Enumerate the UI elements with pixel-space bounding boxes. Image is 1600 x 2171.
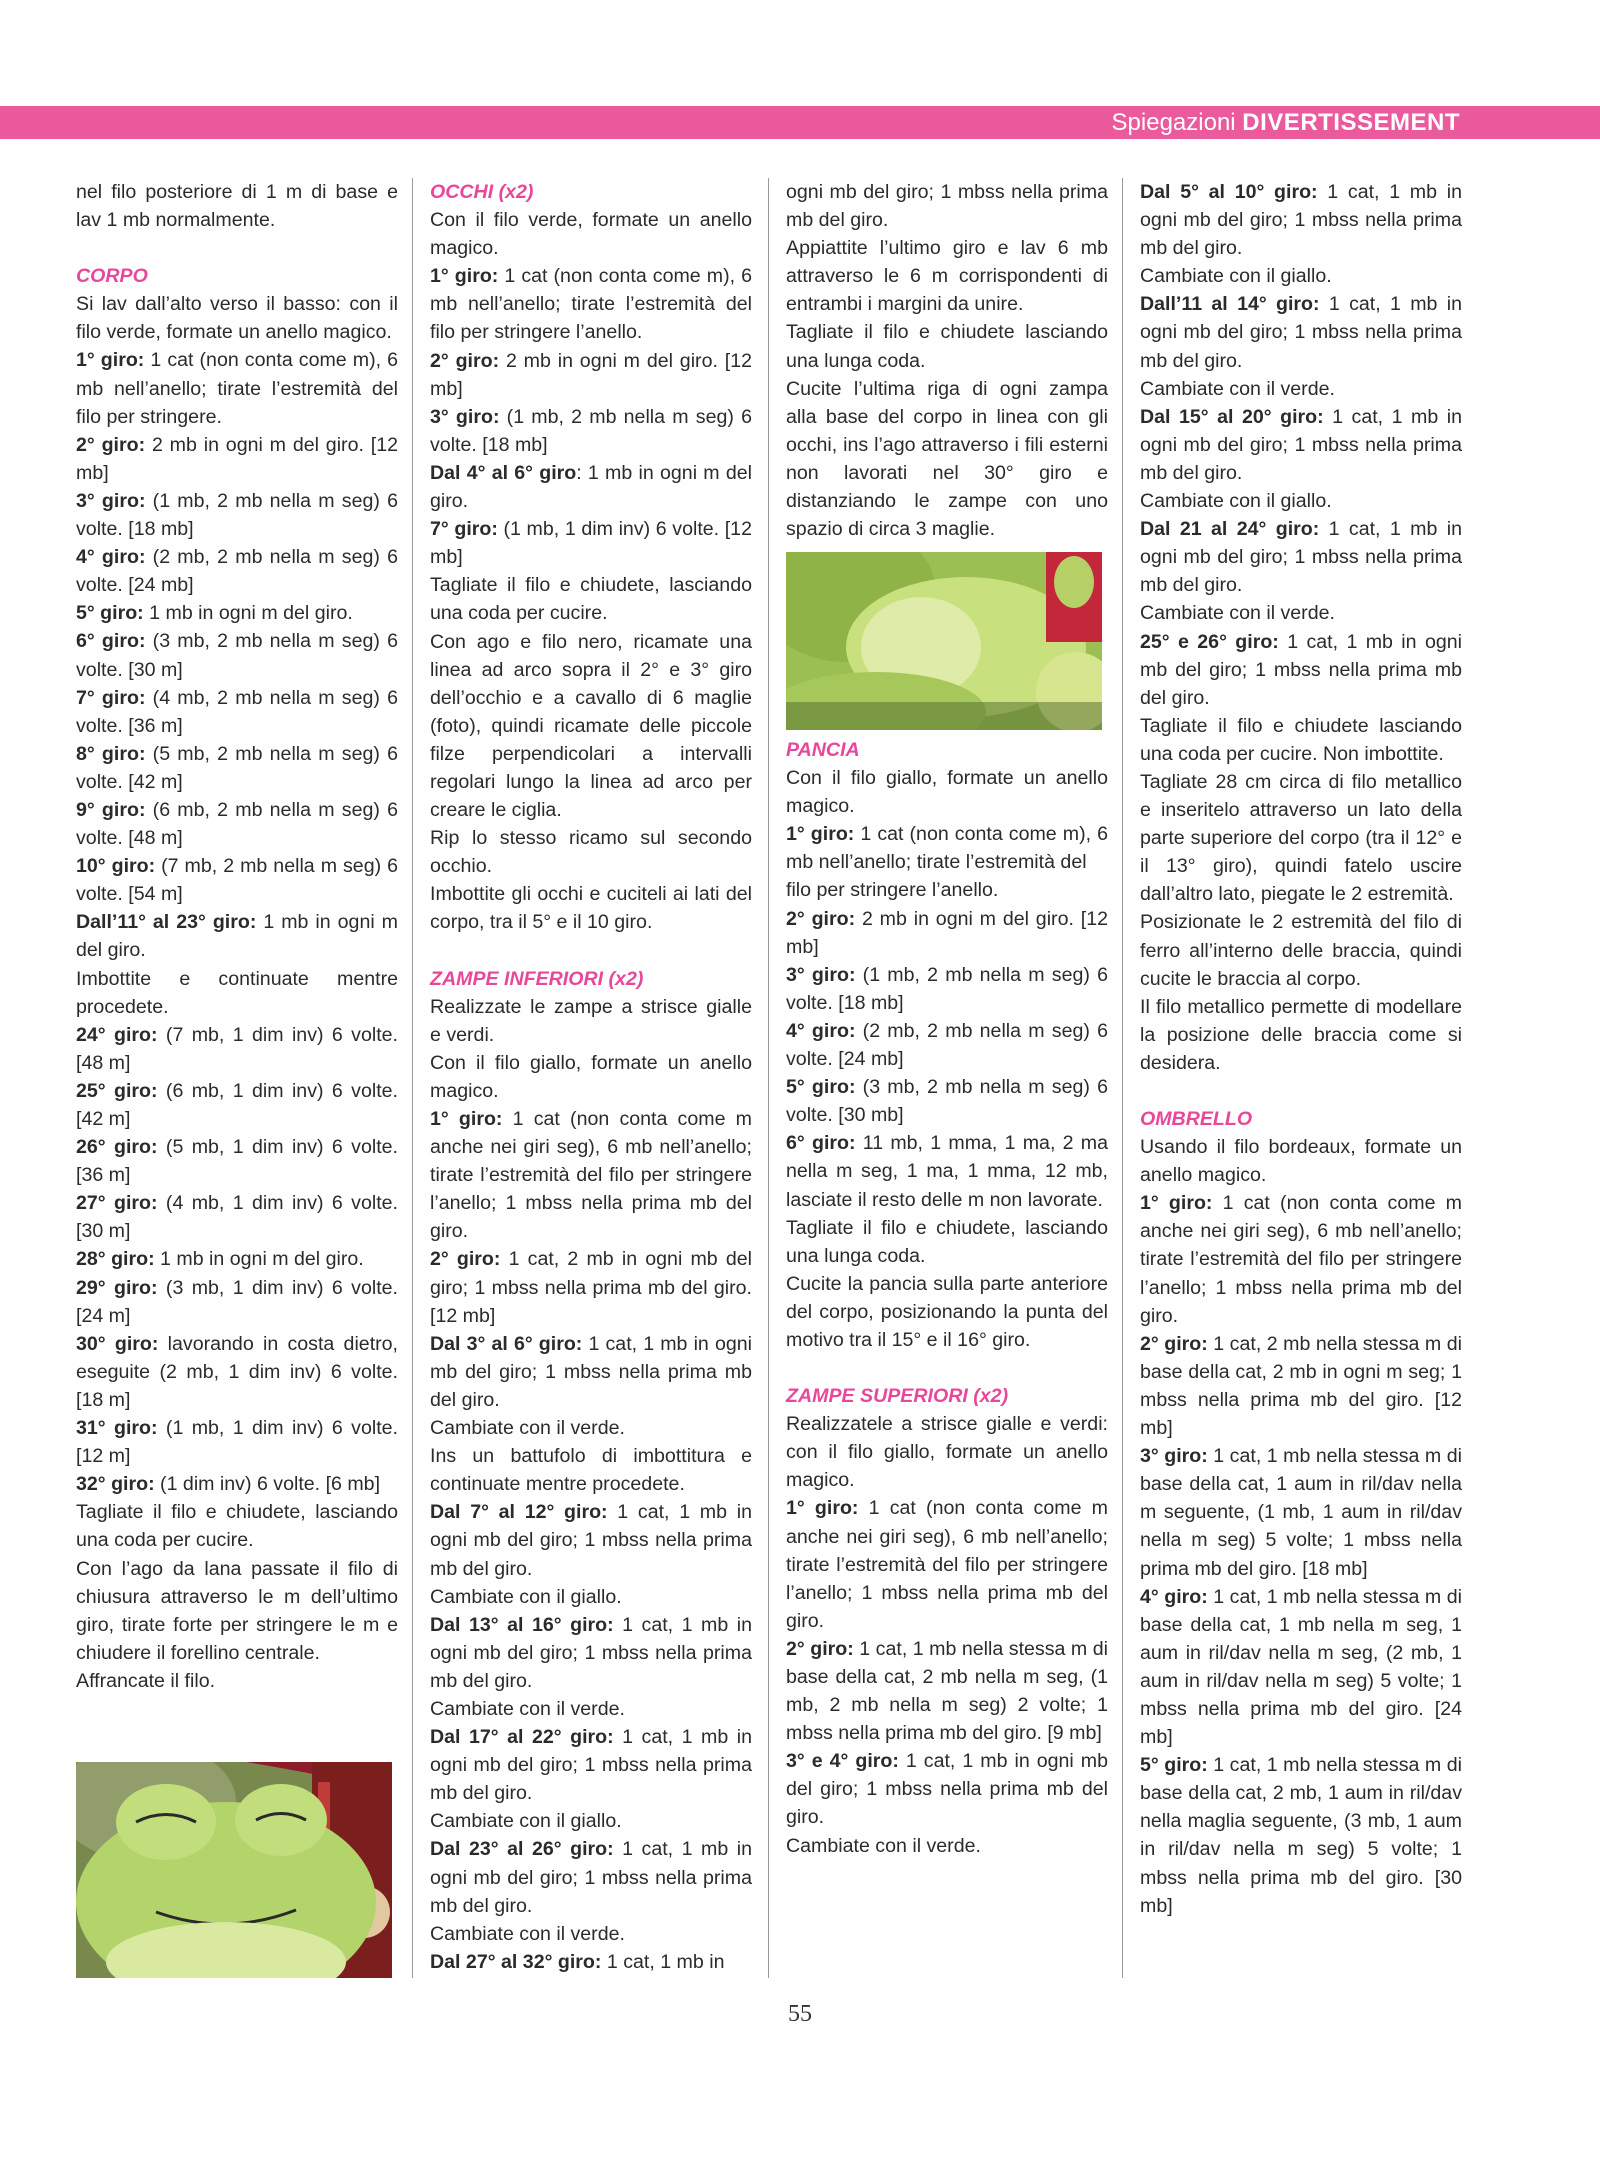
round-label: 26° giro: xyxy=(76,1136,158,1159)
instruction-text: 1 cat, 1 mb in ogni mb del giro; 1 mbss nella prima mb del giro. xyxy=(430,1332,752,1411)
instruction-text: (1 mb, 2 mb nella m seg) 6 volte. [18 mb] xyxy=(76,489,398,541)
instruction-text: 1 cat, 1 mb in ogni mb del giro; 1 mbss nella prima mb del giro. xyxy=(786,1750,1108,1829)
instruction-text: Tagliate 28 cm circa di filo metallico e inseritelo attraverso un lato della parte superiore del corpo (tra il 12° e il 13° giro), quindi fatelo uscire dall’altro lato, piegate le 2 estremità. xyxy=(1140,770,1462,906)
instruction-paragraph xyxy=(430,1948,752,1976)
header-title xyxy=(1112,108,1460,138)
paragraph-spacer xyxy=(76,234,398,262)
instruction-paragraph xyxy=(1140,290,1462,374)
instruction-text: lavorando in costa dietro, eseguite (2 mb, 1 dim inv) 6 volte. [18 m] xyxy=(76,1332,399,1411)
instruction-text: 1 mb in ogni m del giro. xyxy=(154,1248,364,1271)
instruction-text: (1 mb, 2 mb nella m seg) 6 volte. [18 mb] xyxy=(786,963,1108,1014)
instruction-paragraph xyxy=(430,1583,752,1611)
instruction-paragraph xyxy=(1140,908,1462,992)
instruction-paragraph xyxy=(786,1214,1108,1270)
instruction-text: (6 mb, 1 dim inv) 6 volte. [42 m] xyxy=(76,1079,399,1130)
instruction-text: Cucite l’ultima riga di ogni zampa alla base del corpo in linea con gli occhi, ins l’ago attraverso i fili esterni non lavorati nel 30° giro e distanziando le zampe con uno spazio di circa 3 maglie. xyxy=(786,377,1108,541)
round-label: 25° e 26° giro: xyxy=(1140,630,1279,653)
instruction-text: (3 mb, 1 dim inv) 6 volte. [24 m] xyxy=(76,1276,399,1327)
round-label: Dal 15° al 20° giro: xyxy=(1140,405,1324,428)
round-label: 10° giro: xyxy=(76,855,156,878)
section-heading: OCCHI (x2) xyxy=(430,181,534,203)
round-label: Dal 4° al 6° giro xyxy=(430,461,577,484)
instruction-text: nel filo posteriore di 1 m di base e lav 1 mb normalmente. xyxy=(76,181,398,232)
photo-frog-legs xyxy=(786,552,1102,730)
instruction-text: 11 mb, 1 mma, 1 ma, 2 ma nella m seg, 1 ma, 1 mma, 12 mb, lasciate il resto delle m non lavorate. xyxy=(786,1132,1108,1211)
instruction-paragraph xyxy=(76,431,398,487)
instruction-text: (3 mb, 2 mb nella m seg) 6 volte. [30 m] xyxy=(76,630,398,681)
instruction-text: Realizzate le zampe a strisce gialle e verdi. xyxy=(430,995,752,1046)
instruction-paragraph xyxy=(430,1723,752,1807)
column-divider xyxy=(412,178,413,1978)
instruction-paragraph xyxy=(1140,375,1462,403)
paragraph-spacer xyxy=(430,937,752,965)
instruction-text: Rip lo stesso ricamo sul secondo occhio. xyxy=(430,827,752,878)
instruction-paragraph xyxy=(430,1835,752,1919)
round-label: 32° giro: xyxy=(76,1473,155,1496)
round-label: 3° e 4° giro: xyxy=(786,1750,899,1773)
instruction-paragraph xyxy=(786,1832,1108,1860)
instruction-paragraph xyxy=(1140,487,1462,515)
round-label: Dal 13° al 16° giro: xyxy=(430,1613,614,1636)
instruction-text: (1 mb, 1 dim inv) 6 volte. [12 mb] xyxy=(430,518,752,569)
instruction-text: 1 cat, 1 mb nella stessa m di base della cat, 2 mb nella m seg, (1 mb, 2 mb nella m seg) 2 volte; 1 mbss nella prima mb del giro. [9 mb] xyxy=(786,1637,1108,1745)
instruction-text: 1 cat, 2 mb in ogni mb del giro; 1 mbss nella prima mb del giro. [12 mb] xyxy=(430,1248,752,1327)
instruction-text: 1 cat (non conta come m anche nei giri seg), 6 mb nell’anello; tirate l’estremità del filo per stringere l’anello; 1 mbss nella prima mb del giro. xyxy=(1140,1192,1462,1327)
instruction-text: 1 cat, 1 mb in ogni mb del giro; 1 mbss nella prima mb del giro. xyxy=(1140,405,1462,484)
instruction-paragraph xyxy=(786,820,1108,876)
instruction-text: 1 cat, 1 mb in ogni mb del giro; 1 mbss nella prima mb del giro. xyxy=(430,1613,752,1692)
instruction-text: Cambiate con il giallo. xyxy=(430,1810,622,1833)
instruction-paragraph xyxy=(786,1747,1108,1831)
instruction-paragraph xyxy=(76,627,398,683)
section-heading: OMBRELLO xyxy=(1140,1108,1253,1130)
instruction-paragraph xyxy=(76,852,398,908)
section-heading: PANCIA xyxy=(786,739,860,761)
round-label: Dal 23° al 26° giro: xyxy=(430,1838,614,1861)
instruction-text: 1 cat, 1 mb in ogni mb del giro; 1 mbss nella prima mb del giro. xyxy=(430,1726,752,1805)
instruction-text: 1 cat, 1 mb in ogni mb del giro; 1 mbss nella prima mb del giro. xyxy=(1140,630,1462,709)
instruction-paragraph xyxy=(430,1920,752,1948)
round-label: 28° giro: xyxy=(76,1248,155,1271)
instruction-paragraph xyxy=(76,1189,398,1245)
header-section-title: DIVERTISSEMENT xyxy=(1242,109,1460,136)
instruction-paragraph xyxy=(76,1414,398,1470)
instruction-paragraph xyxy=(76,290,398,346)
round-label: 3° giro: xyxy=(1140,1445,1208,1468)
instruction-paragraph xyxy=(430,403,752,459)
round-label: Dal 17° al 22° giro: xyxy=(430,1726,614,1749)
instruction-paragraph xyxy=(1140,712,1462,768)
instruction-paragraph xyxy=(430,628,752,825)
instruction-text: ogni mb del giro; 1 mbss nella prima mb del giro. xyxy=(786,181,1108,232)
instruction-paragraph xyxy=(1140,262,1462,290)
instruction-text: (1 mb, 2 mb nella m seg) 6 volte. [18 mb] xyxy=(430,405,752,456)
instruction-text: 1 cat, 1 mb nella stessa m di base della cat, 2 mb, 1 aum in ril/dav nella maglia seguente, (3 mb, 1 aum in ril/dav nella m seg) 5 volte; 1 mbss nella prima mb del giro. [30 mb] xyxy=(1140,1754,1462,1917)
instruction-paragraph xyxy=(430,1330,752,1414)
round-label: 7° giro: xyxy=(430,518,498,541)
instruction-text: Con il filo giallo, formate un anello magico. xyxy=(430,1051,752,1102)
instruction-paragraph xyxy=(430,262,752,346)
instruction-paragraph xyxy=(786,905,1108,961)
round-label: 4° giro: xyxy=(786,1019,856,1042)
instruction-paragraph xyxy=(76,796,398,852)
instruction-text: Cambiate con il verde. xyxy=(430,1922,625,1945)
instruction-text: 1 cat, 1 mb in ogni mb del giro; 1 mbss nella prima mb del giro. xyxy=(1140,293,1462,372)
instruction-text: Cambiate con il giallo. xyxy=(430,1585,622,1608)
round-label: Dall’11° al 23° giro: xyxy=(76,911,257,934)
instruction-text: 1 mb in ogni m del giro. xyxy=(76,911,399,962)
instruction-paragraph xyxy=(786,375,1108,544)
round-label: Dall’11 al 14° giro: xyxy=(1140,293,1320,316)
round-label: 3° giro: xyxy=(76,489,146,512)
instruction-paragraph xyxy=(76,599,398,627)
instruction-text: (4 mb, 2 mb nella m seg) 6 volte. [36 m] xyxy=(76,686,398,737)
round-label: 2° giro: xyxy=(786,1637,854,1660)
instruction-paragraph xyxy=(430,571,752,627)
instruction-text: : 1 mb in ogni m del giro. xyxy=(430,461,752,513)
round-label: Dal 27° al 32° giro: xyxy=(430,1950,602,1973)
round-label: 29° giro: xyxy=(76,1276,158,1299)
instruction-paragraph xyxy=(76,1498,398,1554)
round-label: Dal 3° al 6° giro: xyxy=(430,1332,583,1355)
round-label: 1° giro: xyxy=(786,1497,859,1520)
instruction-text: 1 cat (non conta come m anche nei giri seg), 6 mb nell’anello; tirate l’estremità del filo per stringere l’anello; 1 mbss nella prima mb del giro. xyxy=(786,1497,1108,1632)
round-label: 7° giro: xyxy=(76,686,146,709)
instruction-paragraph xyxy=(1140,993,1462,1077)
instruction-text: 1 cat, 1 mb nella stessa m di base della cat, 1 mb nella m seg, 1 aum in ril/dav nella m seg, (2 mb, 1 aum in ril/dav nella m seg) 5 volte; 1 mbss nella prima mb del giro. [24 mb] xyxy=(1140,1585,1462,1749)
instruction-paragraph xyxy=(430,1105,752,1245)
instruction-text: Appiattite l’ultimo giro e lav 6 mb attraverso le 6 m corrispondenti di entrambi i margini da unire. xyxy=(786,237,1108,316)
instruction-paragraph xyxy=(76,1470,398,1498)
round-label: 1° giro: xyxy=(76,349,145,372)
instruction-paragraph xyxy=(76,487,398,543)
round-label: 3° giro: xyxy=(430,405,500,428)
instruction-paragraph xyxy=(430,1414,752,1442)
instruction-paragraph xyxy=(786,764,1108,820)
header-prefix: Spiegazioni xyxy=(1111,109,1243,136)
instruction-text: Cambiate con il verde. xyxy=(786,1834,981,1857)
paragraph-spacer xyxy=(1140,1077,1462,1105)
instruction-text: (2 mb, 2 mb nella m seg) 6 volte. [24 mb] xyxy=(76,546,398,597)
instruction-paragraph xyxy=(76,1133,398,1189)
instruction-text: 1 cat (non conta come m), 6 mb nell’anello; tirate l’estremità del filo per stringere. xyxy=(76,349,398,428)
instruction-paragraph xyxy=(786,876,1108,904)
instruction-text: (5 mb, 1 dim inv) 6 volte. [36 m] xyxy=(76,1136,399,1187)
instruction-text: 2 mb in ogni m del giro. [12 mb] xyxy=(430,349,752,400)
round-label: 3° giro: xyxy=(786,963,856,986)
round-label: 4° giro: xyxy=(1140,1585,1208,1608)
instruction-paragraph xyxy=(786,1129,1108,1213)
round-label: 6° giro: xyxy=(786,1132,856,1155)
instruction-text: Cucite la pancia sulla parte anteriore del corpo, posizionando la punta del motivo tra il 15° e il 16° giro. xyxy=(786,1272,1108,1351)
instruction-text: Con il filo giallo, formate un anello magico. xyxy=(786,767,1108,818)
round-label: Dal 5° al 10° giro: xyxy=(1140,181,1318,203)
section-heading: ZAMPE SUPERIORI (x2) xyxy=(786,1385,1009,1408)
round-label: 2° giro: xyxy=(430,1248,501,1271)
round-label: 8° giro: xyxy=(76,742,146,765)
round-label: 2° giro: xyxy=(76,433,146,456)
instruction-text: Cambiate con il verde. xyxy=(1140,377,1335,400)
instruction-text: Si lav dall’alto verso il basso: con il filo verde, formate un anello magico. xyxy=(76,293,398,344)
instruction-paragraph xyxy=(76,908,398,964)
instruction-paragraph xyxy=(76,543,398,599)
instruction-text: Il filo metallico permette di modellare la posizione delle braccia come si desidera. xyxy=(1140,995,1462,1074)
instruction-paragraph xyxy=(430,1245,752,1329)
instruction-text: Tagliate il filo e chiudete, lasciando una coda per cucire. xyxy=(430,574,752,625)
instruction-paragraph xyxy=(786,1073,1108,1129)
instruction-paragraph xyxy=(1140,1133,1462,1189)
instruction-text: Realizzatele a strisce gialle e verdi: con il filo giallo, formate un anello magico. xyxy=(786,1413,1108,1492)
instruction-text: (6 mb, 2 mb nella m seg) 6 volte. [48 m] xyxy=(76,798,398,850)
round-label: 24° giro: xyxy=(76,1023,158,1046)
round-label: 1° giro: xyxy=(786,823,855,846)
instruction-text: 1 cat, 1 mb in ogni mb del giro; 1 mbss nella prima mb del giro. xyxy=(1140,181,1462,260)
instruction-paragraph xyxy=(76,178,398,234)
round-label: 5° giro: xyxy=(786,1076,856,1099)
instruction-text: Tagliate il filo e chiudete lasciando una coda per cucire. Non imbottite. xyxy=(1140,714,1462,765)
column-2 xyxy=(430,178,752,1976)
instruction-paragraph xyxy=(786,234,1108,318)
instruction-paragraph xyxy=(430,459,752,515)
instruction-paragraph xyxy=(430,1807,752,1835)
instruction-paragraph xyxy=(76,684,398,740)
instruction-paragraph xyxy=(430,1442,752,1498)
round-label: 5° giro: xyxy=(1140,1754,1208,1777)
photo-frog-face xyxy=(76,1762,392,1978)
instruction-text: 1 cat, 1 mb in xyxy=(601,1950,725,1973)
column-4 xyxy=(1140,178,1462,1920)
instruction-text: Tagliate il filo e chiudete, lasciando una lunga coda. xyxy=(786,1216,1108,1267)
column-1 xyxy=(76,178,398,1695)
instruction-paragraph xyxy=(786,1017,1108,1073)
instruction-text: 2 mb in ogni m del giro. [12 mb] xyxy=(76,433,398,484)
instruction-paragraph xyxy=(1140,1330,1462,1442)
instruction-text: Cambiate con il verde. xyxy=(430,1417,625,1440)
instruction-paragraph xyxy=(76,1245,398,1273)
instruction-paragraph xyxy=(1140,599,1462,627)
instruction-text: 1 cat, 1 mb in ogni mb del giro; 1 mbss nella prima mb del giro. xyxy=(430,1838,752,1917)
instruction-paragraph xyxy=(786,318,1108,374)
instruction-paragraph xyxy=(76,1667,398,1695)
instruction-paragraph xyxy=(1140,1442,1462,1582)
instruction-paragraph xyxy=(786,1410,1108,1494)
instruction-paragraph xyxy=(430,206,752,262)
instruction-paragraph xyxy=(786,1635,1108,1747)
round-label: 1° giro: xyxy=(1140,1192,1213,1215)
instruction-text: Con il filo verde, formate un anello magico. xyxy=(430,209,752,260)
instruction-text: Cambiate con il verde. xyxy=(430,1697,625,1720)
instruction-paragraph xyxy=(786,178,1108,234)
instruction-text: Imbottite gli occhi e cuciteli ai lati del corpo, tra il 5° e il 10 giro. xyxy=(430,883,752,934)
instruction-text: 1 cat, 1 mb in ogni mb del giro; 1 mbss nella prima mb del giro. xyxy=(430,1501,752,1580)
round-label: 6° giro: xyxy=(76,630,146,653)
instruction-text: 1 cat (non conta come m), 6 mb nell’anello; tirate l’estremità del filo per stringere l’anello. xyxy=(430,265,752,344)
instruction-text: 1 mb in ogni m del giro. xyxy=(143,602,353,625)
instruction-paragraph xyxy=(430,515,752,571)
instruction-paragraph xyxy=(430,993,752,1049)
round-label: 2° giro: xyxy=(1140,1332,1208,1355)
instruction-paragraph xyxy=(786,1494,1108,1634)
round-label: 5° giro: xyxy=(76,602,144,625)
instruction-paragraph xyxy=(786,961,1108,1017)
column-3-bottom xyxy=(786,736,1108,1860)
instruction-paragraph xyxy=(430,1049,752,1105)
instruction-paragraph xyxy=(430,824,752,880)
instruction-text: (1 mb, 1 dim inv) 6 volte. [12 m] xyxy=(76,1417,399,1468)
column-3-top xyxy=(786,178,1108,543)
instruction-paragraph xyxy=(76,1274,398,1330)
page-number: 55 xyxy=(788,2001,812,2027)
instruction-text: (4 mb, 1 dim inv) 6 volte. [30 m] xyxy=(76,1192,399,1243)
instruction-paragraph xyxy=(430,1611,752,1695)
instruction-text: Cambiate con il giallo. xyxy=(1140,490,1332,513)
instruction-text: Ins un battufolo di imbottitura e continuate mentre procedete. xyxy=(430,1445,752,1496)
instruction-text: (2 mb, 2 mb nella m seg) 6 volte. [24 mb] xyxy=(786,1019,1108,1071)
round-label: 31° giro: xyxy=(76,1417,158,1440)
instruction-text: Usando il filo bordeaux, formate un anello magico. xyxy=(1140,1136,1462,1187)
instruction-text: Imbottite e continuate mentre procedete. xyxy=(76,967,398,1018)
instruction-paragraph xyxy=(1140,1189,1462,1329)
instruction-text: 1 cat, 2 mb nella stessa m di base della cat, 2 mb in ogni m seg; 1 mbss nella prima mb del giro. [12 mb] xyxy=(1140,1332,1462,1440)
instruction-paragraph xyxy=(786,1270,1108,1354)
instruction-paragraph xyxy=(76,965,398,1021)
instruction-text: 2 mb in ogni m del giro. [12 mb] xyxy=(786,907,1108,958)
instruction-text: 1 cat (non conta come m anche nei giri seg), 6 mb nell’anello; tirate l’estremità del filo per stringere l’anello; 1 mbss nella prima mb del giro. xyxy=(430,1108,752,1243)
instruction-paragraph xyxy=(76,346,398,430)
instruction-paragraph xyxy=(76,1555,398,1667)
instruction-paragraph xyxy=(430,1695,752,1723)
instruction-text: Con l’ago da lana passate il filo di chiusura attraverso le m dell’ultimo giro, tirate forte per stringere le m e chiudere il forellino centrale. xyxy=(76,1557,398,1664)
instruction-text: (7 mb, 1 dim inv) 6 volte. [48 m] xyxy=(76,1023,399,1074)
instruction-text: filo per stringere l’anello. xyxy=(786,879,999,902)
instruction-paragraph xyxy=(1140,178,1462,262)
instruction-paragraph xyxy=(430,1498,752,1582)
round-label: 4° giro: xyxy=(76,546,146,569)
instruction-paragraph xyxy=(1140,628,1462,712)
instruction-text: (1 dim inv) 6 volte. [6 mb] xyxy=(154,1473,381,1496)
instruction-text: (3 mb, 2 mb nella m seg) 6 volte. [30 mb] xyxy=(786,1076,1108,1127)
round-label: 2° giro: xyxy=(430,349,500,372)
instruction-paragraph xyxy=(1140,403,1462,487)
round-label: 1° giro: xyxy=(430,265,499,288)
instruction-text: Con ago e filo nero, ricamate una linea ad arco sopra il 2° e 3° giro dell’occhio e a cavallo di 6 maglie (foto), quindi ricamate delle piccole filze perpendicolari a intervalli regolari lungo la linea ad arco per creare le ciglia. xyxy=(430,630,752,822)
round-label: Dal 21 al 24° giro: xyxy=(1140,518,1320,541)
round-label: 27° giro: xyxy=(76,1192,158,1215)
instruction-paragraph xyxy=(1140,515,1462,599)
column-divider xyxy=(768,178,769,1978)
round-label: Dal 7° al 12° giro: xyxy=(430,1501,608,1524)
instruction-paragraph xyxy=(1140,1583,1462,1752)
instruction-text: Cambiate con il giallo. xyxy=(1140,265,1332,288)
round-label: 1° giro: xyxy=(430,1108,503,1130)
instruction-text: (5 mb, 2 mb nella m seg) 6 volte. [42 m] xyxy=(76,742,398,793)
round-label: 25° giro: xyxy=(76,1079,158,1102)
round-label: 9° giro: xyxy=(76,798,146,821)
instruction-paragraph xyxy=(76,1021,398,1077)
instruction-text: Affrancate il filo. xyxy=(76,1669,216,1692)
instruction-text: Tagliate il filo e chiudete, lasciando una coda per cucire. xyxy=(76,1501,398,1552)
paragraph-spacer xyxy=(786,1354,1108,1382)
instruction-text: 1 cat (non conta come m), 6 mb nell’anello; tirate l’estremità del xyxy=(786,823,1108,874)
instruction-text: (7 mb, 2 mb nella m seg) 6 volte. [54 m] xyxy=(76,855,399,906)
round-label: 30° giro: xyxy=(76,1332,159,1355)
instruction-paragraph xyxy=(430,880,752,936)
instruction-paragraph xyxy=(430,347,752,403)
round-label: 2° giro: xyxy=(786,907,856,930)
instruction-text: Cambiate con il verde. xyxy=(1140,602,1335,625)
instruction-text: 1 cat, 1 mb in ogni mb del giro; 1 mbss nella prima mb del giro. xyxy=(1140,518,1462,597)
instruction-text: Posizionate le 2 estremità del filo di ferro all’interno delle braccia, quindi cucite le braccia al corpo. xyxy=(1140,911,1462,990)
instruction-paragraph xyxy=(76,740,398,796)
instruction-paragraph xyxy=(1140,768,1462,908)
instruction-paragraph xyxy=(76,1077,398,1133)
instruction-paragraph xyxy=(1140,1751,1462,1920)
section-heading: CORPO xyxy=(76,265,148,288)
column-divider xyxy=(1122,178,1123,1978)
instruction-paragraph xyxy=(76,1330,398,1414)
section-heading: ZAMPE INFERIORI (x2) xyxy=(430,967,644,990)
instruction-text: Tagliate il filo e chiudete lasciando una lunga coda. xyxy=(786,321,1108,372)
instruction-text: 1 cat, 1 mb nella stessa m di base della cat, 1 aum in ril/dav nella m seguente, (1 mb, 1 aum in ril/dav nella m seg) 5 volte; 1 mbss nella prima mb del giro. [18 mb] xyxy=(1140,1445,1462,1580)
